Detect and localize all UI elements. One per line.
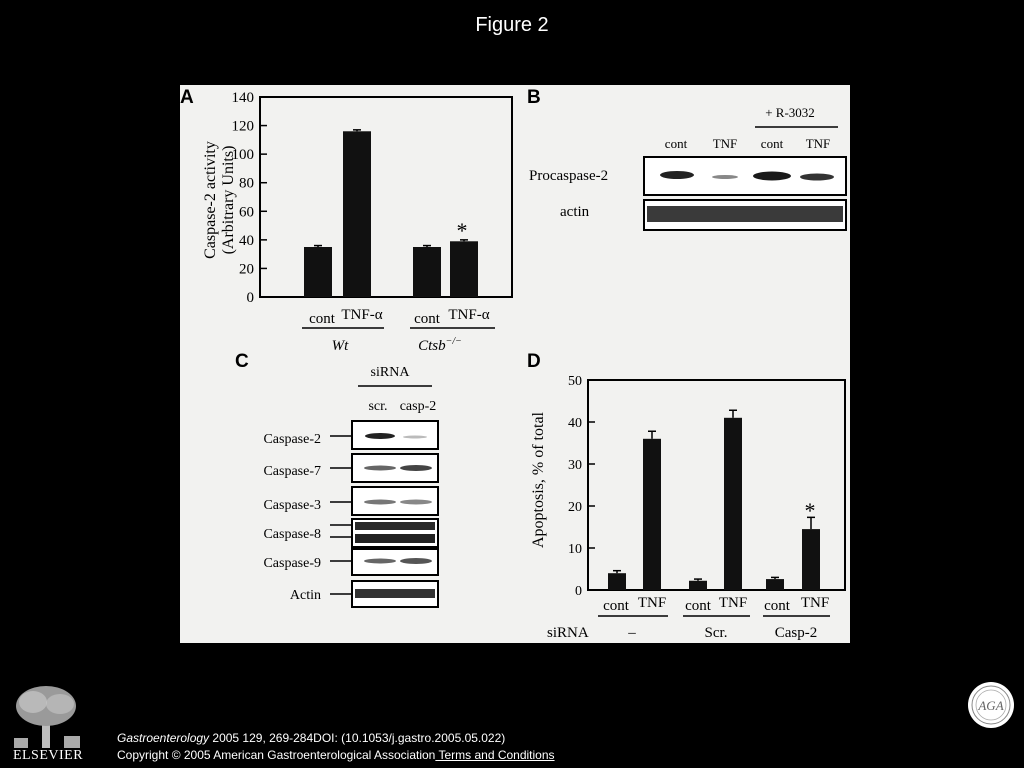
bar — [608, 573, 626, 590]
elsevier-tree-icon — [14, 686, 80, 748]
y-tick-label: 0 — [246, 290, 254, 306]
panel-d-row-label: siRNA — [547, 625, 589, 641]
y-tick-label: 10 — [568, 542, 582, 557]
aga-seal-text: AGA — [978, 698, 1004, 713]
panel-d-bar-label-4: TNF — [718, 595, 748, 611]
panel-a-bar-label-2: TNF-α — [341, 307, 383, 323]
panel-a-ylabel-line2: (Arbitrary Units) — [220, 145, 237, 255]
panel-d-letter: D — [527, 351, 541, 372]
panel-c-band — [355, 589, 435, 598]
y-tick-label: 20 — [568, 500, 582, 515]
citation-details: 2005 129, 269-284DOI: (10.1053/j.gastro.2005.05.022) — [209, 731, 506, 745]
bar — [689, 581, 707, 590]
panel-d — [527, 351, 845, 641]
panel-c-row-label-caspase9: Caspase-9 — [263, 556, 321, 571]
copyright-line — [117, 747, 555, 764]
citation-journal: Gastroenterology — [117, 731, 210, 745]
y-tick-label: 140 — [231, 90, 254, 106]
panel-d-bars — [608, 410, 820, 590]
copyright-text: Copyright © 2005 American Gastroenterological Association — [117, 748, 436, 762]
panel-c-row-label-caspase7: Caspase-7 — [263, 464, 321, 479]
panel-d-bar-label-1: cont — [603, 598, 629, 614]
panel-a-ylabel-line1: Caspase-2 activity — [202, 141, 219, 259]
panel-c-letter: C — [235, 351, 249, 372]
panel-a-group-label-wt: Wt — [331, 338, 349, 354]
panel-c-row-label-actin: Actin — [289, 588, 321, 603]
bar — [766, 579, 784, 590]
panel-b-lane-1: cont — [664, 136, 688, 151]
panel-a-asterisk: * — [456, 218, 468, 243]
panel-c-blot-caspase2 — [352, 421, 438, 449]
panel-d-asterisk: * — [804, 498, 816, 523]
panel-c-band — [364, 466, 396, 471]
panel-c-row-label-caspase2: Caspase-2 — [263, 432, 321, 447]
panel-c-row-label-caspase3: Caspase-3 — [263, 498, 321, 513]
citation-block — [117, 730, 555, 764]
aga-seal-logo[interactable] — [966, 680, 1016, 730]
panel-a — [180, 87, 512, 354]
panel-d-group-label-2: Scr. — [704, 625, 728, 641]
panel-d-y-axis — [568, 374, 595, 599]
y-tick-label: 80 — [239, 175, 254, 192]
panel-a-bar-label-3: cont — [414, 311, 440, 327]
panel-c-band — [403, 436, 427, 439]
panel-c-band — [364, 559, 396, 564]
panel-d-ylabel: Apoptosis, % of total — [530, 412, 547, 548]
panel-b-row-label-actin: actin — [560, 204, 590, 220]
panel-a-group-label-ctsb: Ctsb−/− — [418, 336, 462, 354]
bar — [343, 131, 371, 297]
citation-line — [117, 730, 555, 747]
panel-a-bar-label-1: cont — [309, 311, 335, 327]
bar — [413, 247, 441, 297]
panel-c-lane-scr: scr. — [368, 399, 388, 414]
panel-a-bar-label-4: TNF-α — [448, 307, 490, 323]
page-title: Figure 2 — [475, 14, 549, 36]
y-tick-label: 50 — [568, 374, 582, 389]
y-tick-label: 40 — [239, 232, 254, 249]
elsevier-wordmark: ELSEVIER — [12, 748, 84, 763]
y-tick-label: 100 — [231, 147, 254, 164]
panel-d-bar-label-5: cont — [764, 598, 790, 614]
bar — [643, 439, 661, 590]
y-tick-label: 30 — [568, 458, 582, 473]
bar — [450, 241, 478, 297]
y-tick-label: 40 — [568, 416, 582, 431]
panel-c-band — [355, 522, 435, 530]
figure-panel — [180, 85, 850, 643]
panel-b-lane-2: TNF — [712, 136, 738, 151]
panel-d-group-label-1: – — [628, 625, 636, 641]
panel-b-band — [800, 174, 834, 181]
panel-b-row-label-procaspase2: Procaspase-2 — [529, 168, 609, 184]
terms-and-conditions-link[interactable]: Terms and Conditions — [435, 748, 555, 762]
panel-b-band — [712, 175, 738, 179]
y-tick-label: 0 — [575, 584, 582, 599]
bar — [802, 529, 820, 590]
panel-c-band — [400, 465, 432, 471]
panel-d-bar-label-3: cont — [685, 598, 711, 614]
panel-b-actin-band — [647, 206, 843, 222]
panel-c-band — [355, 534, 435, 543]
panel-b-letter: B — [527, 87, 541, 108]
panel-d-bar-label-6: TNF — [800, 595, 830, 611]
panel-d-group-label-3: Casp-2 — [774, 625, 818, 641]
panel-c-lane-casp2: casp-2 — [399, 399, 437, 414]
panel-c — [235, 351, 438, 607]
panel-d-bar-label-2: TNF — [637, 595, 667, 611]
panel-b-lane-4: TNF — [805, 136, 831, 151]
figure-svg — [180, 85, 850, 643]
panel-a-bars — [304, 130, 478, 297]
panel-b-band — [753, 172, 791, 181]
y-tick-label: 120 — [231, 118, 254, 135]
panel-c-row-label-caspase8: Caspase-8 — [263, 527, 321, 542]
y-tick-label: 20 — [239, 261, 254, 278]
panel-c-band — [364, 500, 396, 505]
panel-b-lane-3: cont — [760, 136, 784, 151]
panel-a-letter: A — [180, 87, 194, 108]
bar — [304, 247, 332, 297]
panel-c-header: siRNA — [370, 365, 410, 380]
panel-c-band — [365, 433, 395, 439]
panel-b — [527, 87, 846, 230]
panel-c-band — [400, 558, 432, 564]
panel-b-band — [660, 171, 694, 179]
y-tick-label: 60 — [239, 204, 254, 221]
bar — [724, 418, 742, 590]
panel-b-treatment-label: + R-3032 — [765, 105, 815, 120]
panel-c-band — [400, 500, 432, 505]
